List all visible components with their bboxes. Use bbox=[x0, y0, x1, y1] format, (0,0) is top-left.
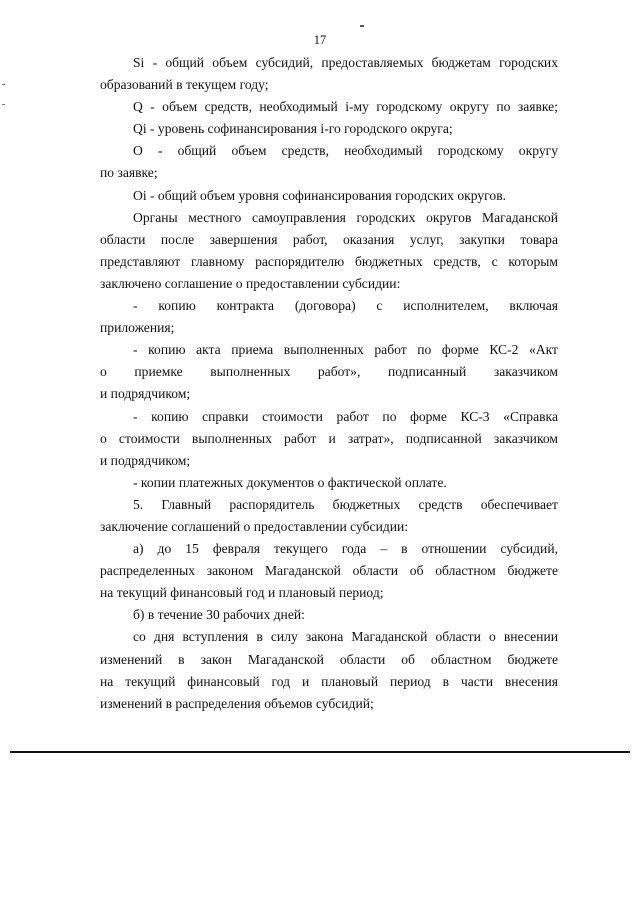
text-line: со дня вступления в силу закона Магаданской области о внесении bbox=[133, 629, 558, 645]
text-line: на текущий финансовый год и плановый период; bbox=[100, 585, 384, 601]
text-line: - копию справки стоимости работ по форме КС-3 «Справка bbox=[133, 408, 558, 424]
text-line: Органы местного самоуправления городских округов Магаданской bbox=[133, 209, 558, 225]
text-line: и подрядчиком; bbox=[100, 452, 191, 468]
scan-artifact-tick bbox=[2, 84, 5, 85]
text-line: б) в течение 30 рабочих дней: bbox=[133, 607, 305, 623]
text-line: О - общий объем средств, необходимый городскому округу bbox=[133, 143, 558, 159]
text-line: на текущий финансовый год и плановый период в части внесения bbox=[100, 673, 558, 689]
text-line: по заявке; bbox=[100, 165, 158, 181]
text-line: Q - объем средств, необходимый i-му городскому округу по заявке; bbox=[133, 99, 558, 115]
text-line: распределенных законом Магаданской области об областном бюджете bbox=[100, 563, 558, 579]
text-line: Qi - уровень софинансирования i-го городского округа; bbox=[133, 121, 453, 137]
text-line: изменений в распределения объемов субсидий; bbox=[100, 695, 374, 711]
horizontal-rule bbox=[10, 751, 630, 753]
page-number: 17 bbox=[313, 33, 327, 47]
text-line: представляют главному распорядителю бюджетных средств, с которым bbox=[100, 253, 558, 269]
text-line: - копию контракта (договора) с исполнителем, включая bbox=[133, 298, 558, 314]
text-line: - копии платежных документов о фактической оплате. bbox=[133, 474, 447, 490]
text-line: изменений в закон Магаданской области об областном бюджете bbox=[100, 651, 558, 667]
text-line: - копию акта приема выполненных работ по форме КС-2 «Акт bbox=[133, 342, 558, 358]
text-line: заключено соглашение о предоставлении субсидии: bbox=[100, 275, 401, 291]
text-line: приложения; bbox=[100, 320, 175, 336]
text-line: образований в текущем году; bbox=[100, 77, 269, 93]
text-line: области после завершения работ, оказания услуг, закупки товара bbox=[100, 231, 558, 247]
text-line: о стоимости выполненных работ и затрат», подписанной заказчиком bbox=[100, 430, 558, 446]
scan-artifact-tick bbox=[2, 104, 5, 105]
document-body bbox=[100, 52, 558, 715]
text-line: и подрядчиком; bbox=[100, 386, 191, 402]
text-line: 5. Главный распорядитель бюджетных средств обеспечивает bbox=[133, 496, 558, 512]
text-line: Si - общий объем субсидий, предоставляемых бюджетам городских bbox=[133, 55, 558, 70]
text-line: Oi - общий объем уровня софинансирования городских округов. bbox=[133, 187, 507, 203]
text-line: о приемке выполненных работ», подписанный заказчиком bbox=[100, 364, 558, 380]
text-line: а) до 15 февраля текущего года – в отношении субсидий, bbox=[133, 541, 558, 557]
scan-artifact-dash bbox=[360, 25, 364, 27]
text-line: заключение соглашений о предоставлении субсидии: bbox=[100, 518, 409, 534]
